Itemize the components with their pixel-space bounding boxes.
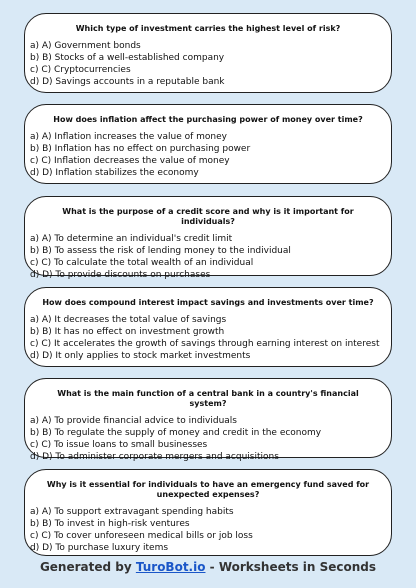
option-c: c) C) To calculate the total wealth of an individual <box>30 258 254 268</box>
question-text: How does compound interest impact savings and investments over time? <box>42 298 374 307</box>
option-c: c) C) It accelerates the growth of savings through earning interest on interest <box>30 339 380 349</box>
option-d: d) D) To purchase luxury items <box>30 543 169 553</box>
option-a: a) A) To provide financial advice to individuals <box>30 416 237 426</box>
option-d: d) D) Savings accounts in a reputable bank <box>30 77 225 87</box>
brand-link[interactable]: TuroBot.io <box>135 560 206 574</box>
question-text: Which type of investment carries the highest level of risk? <box>75 24 341 33</box>
question-text: How does inflation affect the purchasing power of money over time? <box>53 115 363 124</box>
question-text: What is the main function of a central bank in a country's financial system? <box>57 389 359 408</box>
option-list <box>25 40 391 88</box>
question-text: Why is it essential for individuals to have an emergency fund saved for unexpected expenses? <box>46 480 370 499</box>
option-list <box>25 415 391 463</box>
option-a: a) A) Government bonds <box>30 41 141 51</box>
question-card-4 <box>24 287 392 367</box>
option-d: d) D) To provide discounts on purchases <box>30 270 211 280</box>
option-d: d) D) It only applies to stock market investments <box>30 351 251 361</box>
option-list <box>25 233 391 281</box>
question-card-5 <box>24 378 392 462</box>
option-c: c) C) Cryptocurrencies <box>30 65 131 75</box>
question-text: What is the purpose of a credit score and why is it important for individuals? <box>62 207 354 226</box>
option-b: b) B) Inflation has no effect on purchasing power <box>30 144 251 154</box>
question-card-1 <box>24 13 392 93</box>
footer-prefix: Generated by <box>39 560 136 574</box>
question-card-3 <box>24 196 392 280</box>
question-card-2 <box>24 104 392 184</box>
question-card-6 <box>24 469 392 556</box>
option-a: a) A) It decreases the total value of savings <box>30 315 227 325</box>
footer <box>0 559 416 575</box>
option-a: a) A) Inflation increases the value of money <box>30 132 227 142</box>
option-b: b) B) To assess the risk of lending money to the individual <box>30 246 291 256</box>
option-list <box>25 314 391 362</box>
option-d: d) D) To administer corporate mergers and acquisitions <box>30 452 279 462</box>
option-list <box>25 131 391 179</box>
option-c: c) C) To cover unforeseen medical bills or job loss <box>30 531 253 541</box>
option-b: b) B) Stocks of a well-established company <box>30 53 225 63</box>
option-c: c) C) Inflation decreases the value of money <box>30 156 230 166</box>
option-d: d) D) Inflation stabilizes the economy <box>30 168 199 178</box>
option-a: a) A) To determine an individual's credit limit <box>30 234 233 244</box>
option-b: b) B) To regulate the supply of money and credit in the economy <box>30 428 322 438</box>
option-list <box>25 506 391 554</box>
option-b: b) B) It has no effect on investment growth <box>30 327 225 337</box>
option-a: a) A) To support extravagant spending habits <box>30 507 234 517</box>
option-b: b) B) To invest in high-risk ventures <box>30 519 190 529</box>
footer-suffix: - Worksheets in Seconds <box>205 560 377 574</box>
option-c: c) C) To issue loans to small businesses <box>30 440 208 450</box>
